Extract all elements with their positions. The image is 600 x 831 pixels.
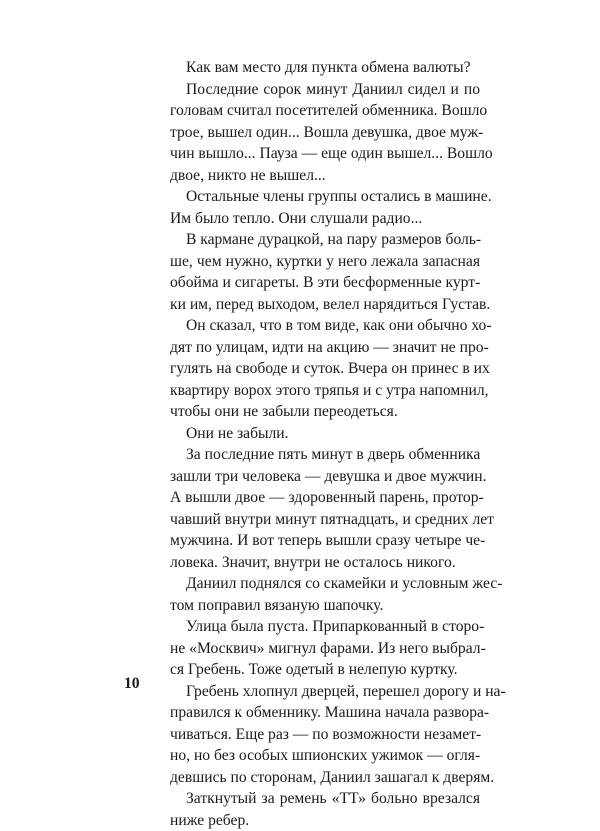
text-line: гулять на свободе и суток. Вчера он принес в их (170, 358, 480, 380)
text-line: правился к обменнику. Машина начала развора- (170, 702, 480, 724)
text-line: За последние пять минут в дверь обменника (170, 444, 480, 466)
text-line: обойма и сигареты. В эти бесформенные курт- (170, 272, 480, 294)
text-line: чтобы они не забыли переодеться. (170, 401, 480, 423)
text-line: ся Гребень. Тоже одетый в нелепую куртку. (170, 659, 480, 681)
text-line: дят по улицам, идти на акцию — значит не про- (170, 337, 480, 359)
text-line: В кармане дурацкой, на пару размеров боль- (170, 229, 480, 251)
text-line: ки им, перед выходом, велел нарядиться Густав. (170, 294, 480, 316)
text-line: головам считал посетителей обменника. Вошло (170, 100, 480, 122)
text-line: Остальные члены группы остались в машине. (170, 186, 480, 208)
text-line: Гребень хлопнул дверцей, перешел дорогу и на- (170, 681, 480, 703)
text-line: но, но без особых шпионских ужимок — огля- (170, 745, 480, 767)
text-line: Они не забыли. (170, 423, 480, 445)
text-line: чавший внутри минут пятнадцать, и средних лет (170, 509, 480, 531)
text-line: зашли три человека — девушка и двое мужчин. (170, 466, 480, 488)
text-line: Он сказал, что в том виде, как они обычно хо- (170, 315, 480, 337)
text-line: девшись по сторонам, Даниил зашагал к дверям. (170, 767, 480, 789)
text-line: ниже ребер. (170, 810, 480, 831)
text-line: Даниил поднялся со скамейки и условным жес- (170, 573, 480, 595)
text-line: не «Москвич» мигнул фарами. Из него выбрал- (170, 638, 480, 660)
text-line: чин вышло... Пауза — еще один вышел... Вошло (170, 143, 480, 165)
text-line: том поправил вязаную шапочку. (170, 595, 480, 617)
text-line: ловека. Значит, внутри не осталось никого. (170, 552, 480, 574)
text-line: Последние сорок минут Даниил сидел и по (170, 79, 480, 101)
text-line: двое, никто не вышел... (170, 165, 480, 187)
text-line: чиваться. Еще раз — по возможности незамет- (170, 724, 480, 746)
text-line: Как вам место для пункта обмена валюты? (170, 57, 480, 79)
text-line: квартиру ворох этого тряпья и с утра напомнил, (170, 380, 480, 402)
body-text (170, 57, 480, 831)
text-line: А вышли двое — здоровенный парень, протор- (170, 487, 480, 509)
text-line: ше, чем нужно, куртки у него лежала запасная (170, 251, 480, 273)
page-number: 10 (124, 673, 140, 695)
text-line: Им было тепло. Они слушали радио... (170, 208, 480, 230)
text-line: мужчина. И вот теперь вышли сразу четыре че- (170, 530, 480, 552)
text-line: Улица была пуста. Припаркованный в сторо- (170, 616, 480, 638)
text-line: Заткнутый за ремень «ТТ» больно врезался (170, 788, 480, 810)
text-line: трое, вышел один... Вошла девушка, двое муж- (170, 122, 480, 144)
